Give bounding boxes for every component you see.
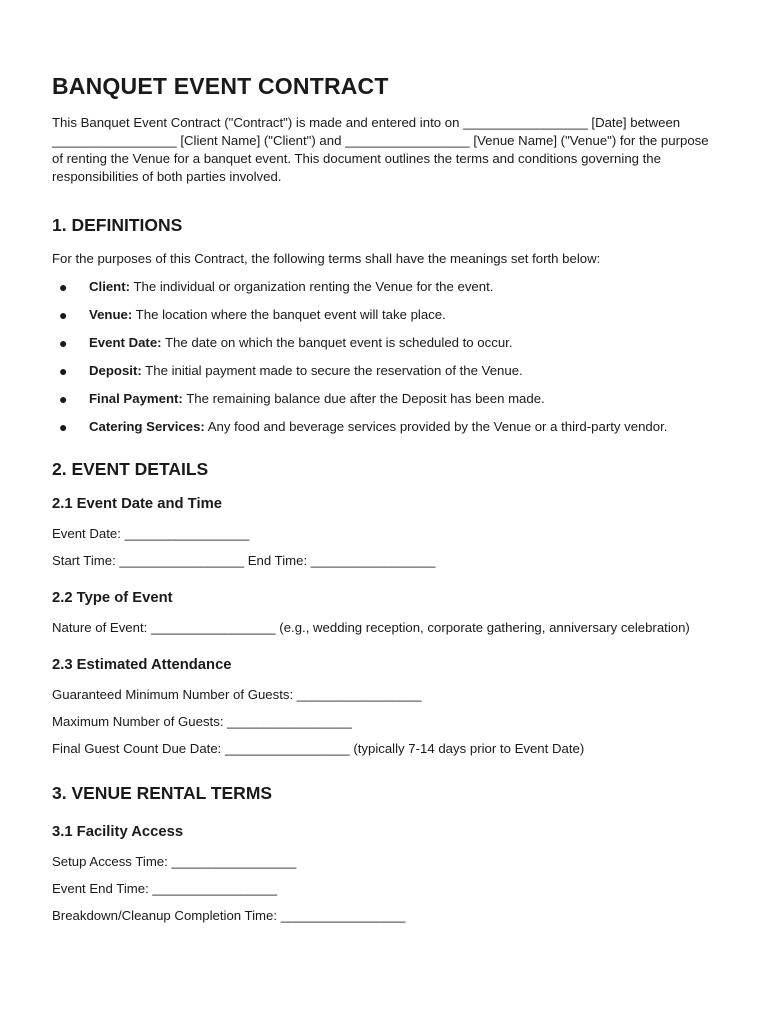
subsection-heading-type: 2.2 Type of Event xyxy=(52,590,173,606)
definition-term: Event Date: xyxy=(89,335,162,350)
event-date-field: Event Date: _________________ xyxy=(52,526,250,541)
page-title: BANQUET EVENT CONTRACT xyxy=(52,73,389,99)
nature-of-event-field: Nature of Event: _________________ (e.g., wedding reception, corporate gathering, anniversary celebration) xyxy=(52,620,690,635)
subsection-heading-date-time: 2.1 Event Date and Time xyxy=(52,496,222,512)
list-item xyxy=(52,418,718,436)
start-end-time-field: Start Time: _________________ End Time: _________________ xyxy=(52,553,436,568)
definitions-list xyxy=(52,278,718,436)
definition-text: The date on which the banquet event is scheduled to occur. xyxy=(161,335,513,350)
definition-term: Venue: xyxy=(89,307,133,322)
event-end-field: Event End Time: _________________ xyxy=(52,881,278,896)
definition-term: Deposit: xyxy=(89,363,142,378)
definition-text: The individual or organization renting the Venue for the event. xyxy=(130,279,494,294)
bullet-icon: ● xyxy=(59,391,68,407)
bullet-icon: ● xyxy=(59,279,68,295)
setup-access-field: Setup Access Time: _________________ xyxy=(52,854,297,869)
definition-text: The remaining balance due after the Deposit has been made. xyxy=(182,391,545,406)
definitions-intro: For the purposes of this Contract, the following terms shall have the meanings set forth below: xyxy=(52,251,601,266)
list-item xyxy=(52,278,718,296)
subsection-heading-attendance: 2.3 Estimated Attendance xyxy=(52,657,232,673)
section-heading-event-details: 2. EVENT DETAILS xyxy=(52,459,209,479)
final-count-field: Final Guest Count Due Date: _________________ (typically 7-14 days prior to Event Date) xyxy=(52,741,585,756)
definition-term: Client: xyxy=(89,279,131,294)
list-item xyxy=(52,334,718,352)
bullet-icon: ● xyxy=(59,363,68,379)
definition-text: The location where the banquet event will take place. xyxy=(132,307,446,322)
definition-term: Catering Services: xyxy=(89,419,205,434)
list-item xyxy=(52,362,718,380)
bullet-icon: ● xyxy=(59,307,68,323)
breakdown-field: Breakdown/Cleanup Completion Time: _________________ xyxy=(52,908,406,923)
list-item xyxy=(52,306,718,324)
definition-term: Final Payment: xyxy=(89,391,183,406)
section-heading-venue-rental: 3. VENUE RENTAL TERMS xyxy=(52,783,273,803)
minimum-guests-field: Guaranteed Minimum Number of Guests: _________________ xyxy=(52,687,422,702)
subsection-heading-facility: 3.1 Facility Access xyxy=(52,824,184,840)
bullet-icon: ● xyxy=(59,335,68,351)
maximum-guests-field: Maximum Number of Guests: _________________ xyxy=(52,714,352,729)
intro-paragraph: This Banquet Event Contract ("Contract") is made and entered into on _________________ [Date] between _________________ [Client Name] ("Client") and _________________ [Venue Name] ("Venue") for the purpose of renting the Venue for a banquet event. This document outlines the terms and conditions governing the responsibilities of both parties involved. xyxy=(52,115,709,184)
bullet-icon: ● xyxy=(59,419,68,435)
section-heading-definitions: 1. DEFINITIONS xyxy=(52,215,183,235)
definition-text: Any food and beverage services provided by the Venue or a third-party vendor. xyxy=(204,419,668,434)
definition-text: The initial payment made to secure the reservation of the Venue. xyxy=(141,363,523,378)
list-item xyxy=(52,390,718,408)
